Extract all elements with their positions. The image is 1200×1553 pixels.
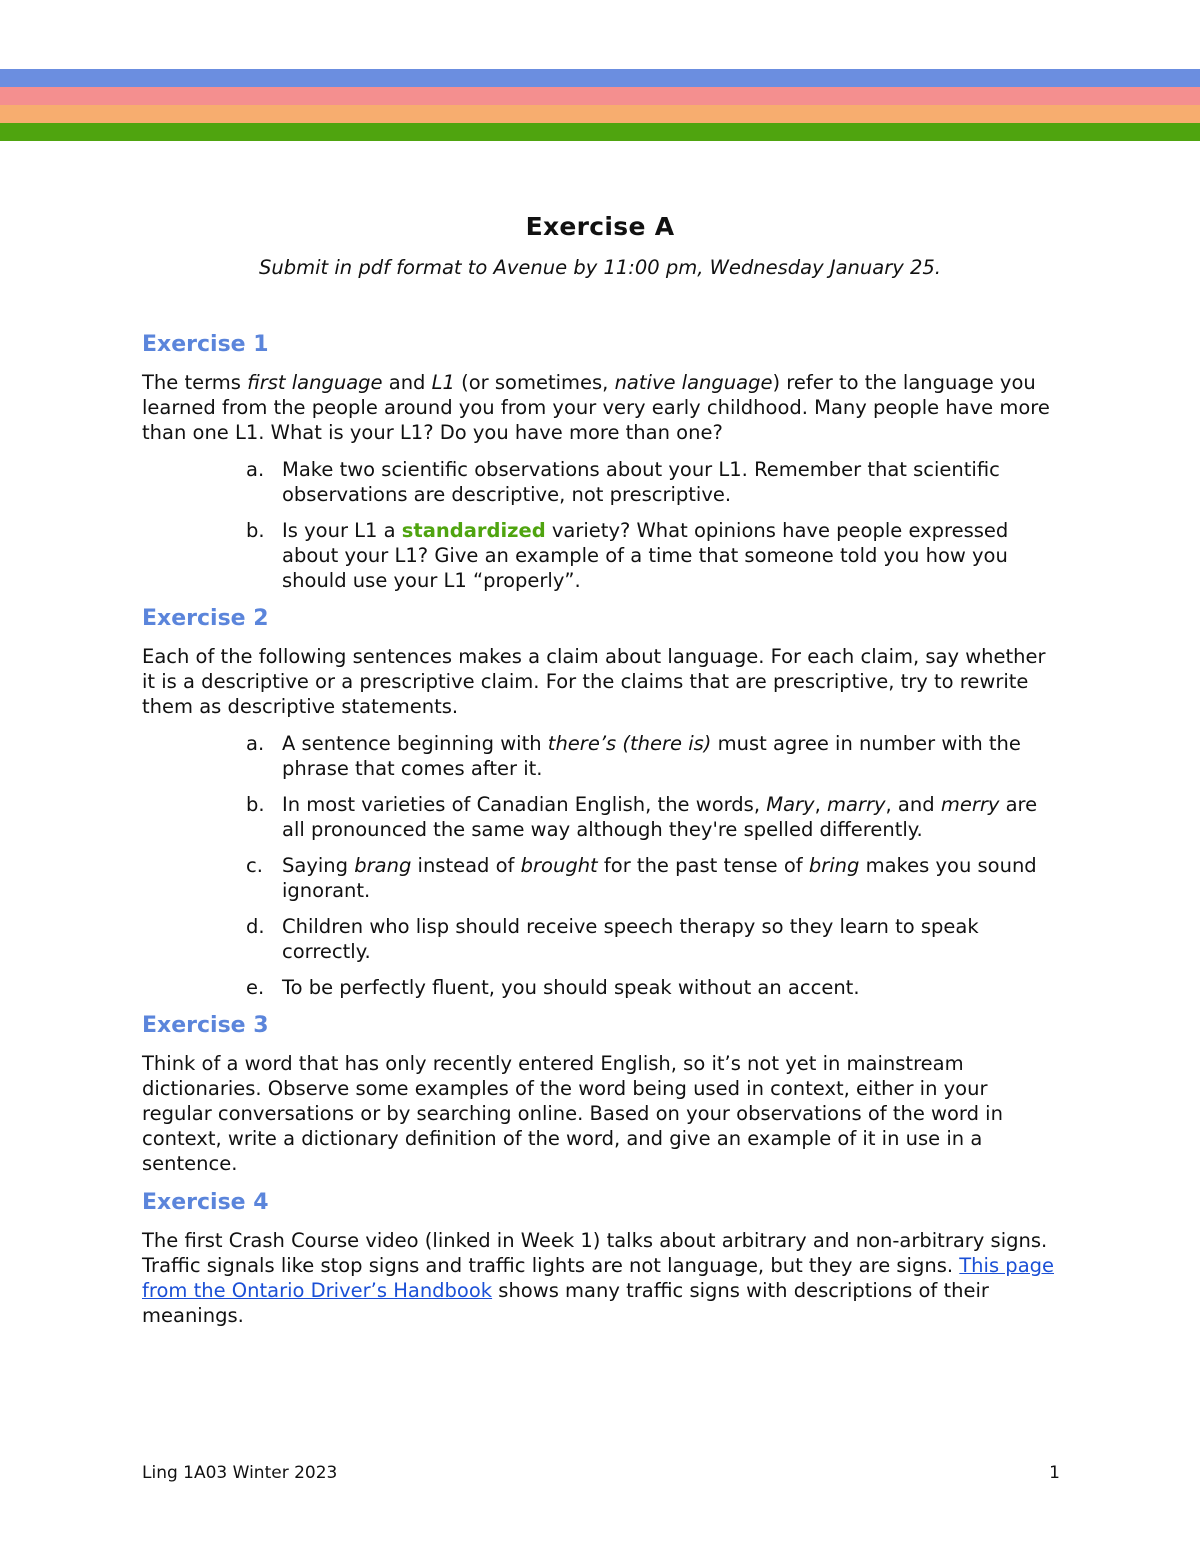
exercise-4-text <box>142 1228 1062 1328</box>
list-marker: b. <box>246 519 265 542</box>
footer-course: Ling 1A03 Winter 2023 <box>142 1463 338 1483</box>
stripe-pink <box>0 87 1200 105</box>
text-span: , and <box>885 793 941 816</box>
exercise-1-heading: Exercise 1 <box>142 332 269 357</box>
list-item-text: To be perfectly fluent, you should speak without an accent. <box>282 976 860 999</box>
list-marker: e. <box>246 976 265 999</box>
text-span: are all pronounced the same way although they're spelled differently. <box>282 793 1038 841</box>
text-span: and <box>382 371 432 394</box>
list-marker: c. <box>246 854 263 877</box>
italic-term: brought <box>520 854 598 877</box>
list-item <box>142 792 1062 842</box>
exercise-4-heading: Exercise 4 <box>142 1190 269 1215</box>
italic-term: L1 <box>431 371 455 394</box>
list-item <box>142 457 1062 507</box>
italic-term: merry <box>940 793 1000 816</box>
exercise-2-heading: Exercise 2 <box>142 606 269 631</box>
stripe-orange <box>0 105 1200 123</box>
list-item-text: Make two scientific observations about your L1. Remember that scientific observations are descriptive, not prescriptive. <box>282 458 1000 506</box>
header-color-stripes <box>0 69 1200 141</box>
text-span: must agree in number with the phrase that comes after it. <box>282 732 1021 780</box>
highlighted-term: standardized <box>401 519 546 542</box>
list-item <box>142 914 1062 964</box>
stripe-blue <box>0 69 1200 87</box>
text-span: The terms <box>142 371 248 394</box>
page-title: Exercise A <box>525 212 675 241</box>
text-span: ) refer to the language you learned from the people around you from your very early childhood. Many people have more than one L1. What is your L1? Do you have more than one? <box>142 371 1050 444</box>
list-item <box>142 731 1062 781</box>
exercise-2-list <box>142 731 1062 1000</box>
text-span: (or sometimes, <box>454 371 615 394</box>
italic-term: there’s (there is) <box>547 732 712 755</box>
list-marker: b. <box>246 793 265 816</box>
text-span: In most varieties of Canadian English, the words, <box>282 793 767 816</box>
italic-term: native language <box>614 371 773 394</box>
italic-term: bring <box>808 854 860 877</box>
italic-term: Mary <box>766 793 815 816</box>
list-marker: d. <box>246 915 265 938</box>
document-body <box>142 330 1062 1340</box>
text-span: , <box>814 793 827 816</box>
stripe-green <box>0 123 1200 141</box>
text-span: instead of <box>411 854 521 877</box>
text-span: shows many traffic signs with descriptions of their meanings. <box>142 1279 989 1327</box>
list-marker: a. <box>246 732 265 755</box>
list-item <box>142 518 1062 593</box>
text-span: makes you sound ignorant. <box>282 854 1037 902</box>
text-span: Saying <box>282 854 355 877</box>
italic-term: brang <box>354 854 412 877</box>
page-subtitle: Submit in pdf format to Avenue by 11:00 pm, Wednesday January 25. <box>259 256 941 279</box>
text-span: variety? What opinions have people expressed about your L1? Give an example of a time that someone told you how you should use your L1 “properly”. <box>282 519 1009 592</box>
list-item-text: Children who lisp should receive speech therapy so they learn to speak correctly. <box>282 915 979 963</box>
exercise-3-heading: Exercise 3 <box>142 1013 269 1038</box>
exercise-1-intro <box>142 370 1062 445</box>
text-span: A sentence beginning with <box>282 732 548 755</box>
exercise-1-list <box>142 457 1062 593</box>
list-marker: a. <box>246 458 265 481</box>
footer-page-number: 1 <box>1049 1463 1060 1483</box>
exercise-3-text: Think of a word that has only recently entered English, so it’s not yet in mainstream dictionaries. Observe some examples of the word being used in context, either in your regular conversations or by searching online. Based on your observations of the word in context, write a dictionary definition of the word, and give an example of it in use in a sentence. <box>142 1052 1003 1175</box>
italic-term: marry <box>827 793 886 816</box>
text-span: Is your L1 a <box>282 519 402 542</box>
drivers-handbook-link[interactable]: This page from the Ontario Driver’s Handbook <box>142 1254 1055 1302</box>
list-item <box>142 853 1062 903</box>
italic-term: first language <box>247 371 383 394</box>
list-item <box>142 975 1062 1000</box>
text-span: The first Crash Course video (linked in Week 1) talks about arbitrary and non-arbitrary signs. Traffic signals like stop signs and traffic lights are not language, but they are signs. <box>142 1229 1048 1277</box>
text-span: for the past tense of <box>597 854 809 877</box>
exercise-2-intro: Each of the following sentences makes a claim about language. For each claim, say whether it is a descriptive or a prescriptive claim. For the claims that are prescriptive, try to rewrite them as descriptive statements. <box>142 645 1046 718</box>
